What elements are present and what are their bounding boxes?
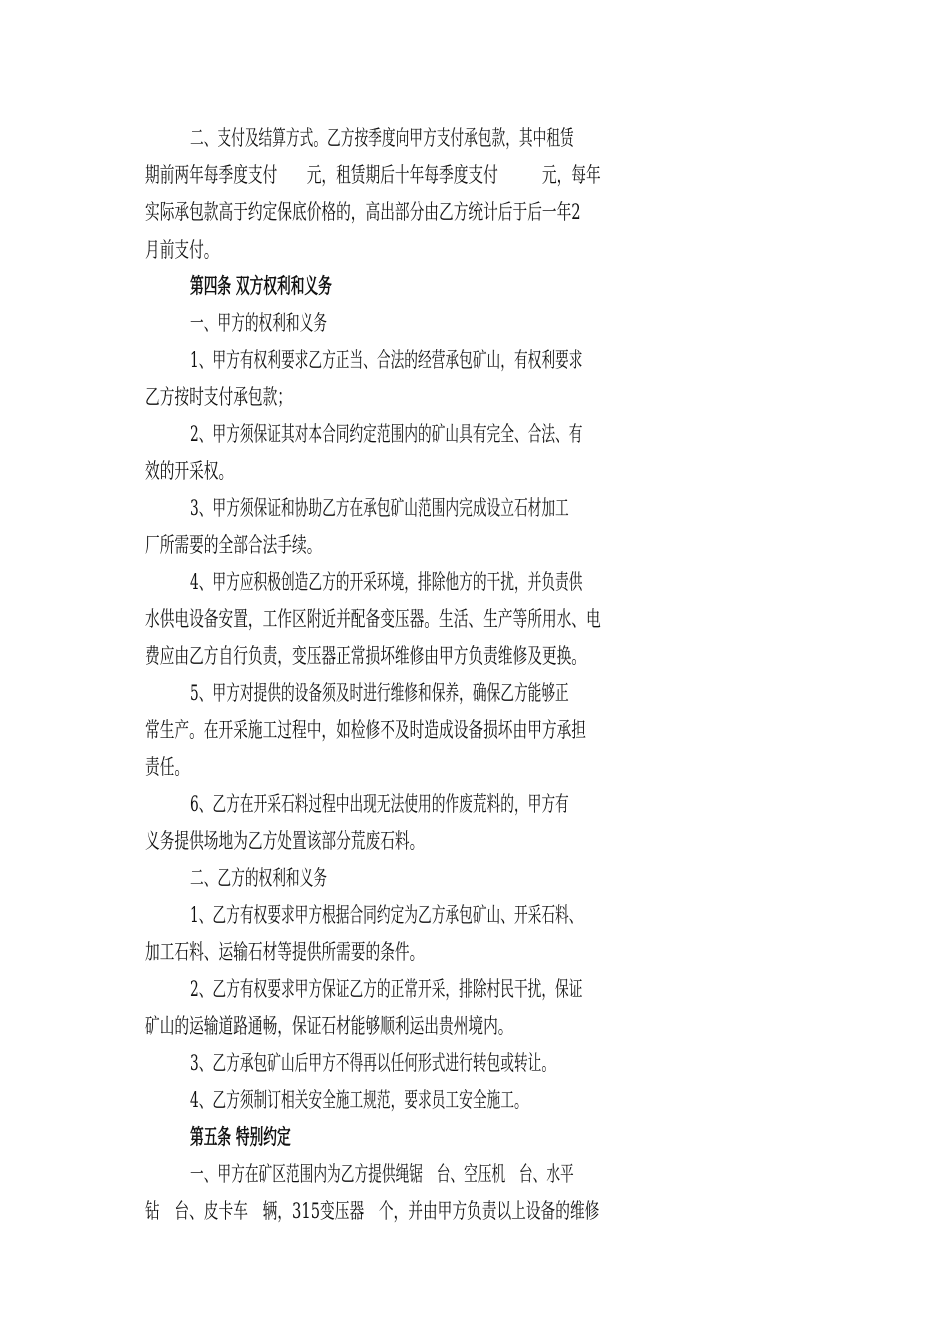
text-line: 一、甲方的权利和义务 [190,311,328,335]
text-line: 6、乙方在开采石料过程中出现无法使用的作废荒料的，甲方有 [190,792,569,816]
text-line: 2、甲方须保证其对本合同约定范围内的矿山具有完全、合法、有 [190,422,583,446]
text-line: 钻 台、皮卡车 辆，315变压器 个，并由甲方负责以上设备的维修 [145,1199,600,1223]
text-line: 3、乙方承包矿山后甲方不得再以任何形式进行转包或转让。 [190,1051,556,1075]
text-line: 2、乙方有权要求甲方保证乙方的正常开采，排除村民干扰，保证 [190,977,583,1001]
text-line: 水供电设备安置，工作区附近并配备变压器。生活、生产等所用水、电 [145,607,601,631]
text-line: 月前支付。 [145,238,219,262]
text-line: 费应由乙方自行负责，变压器正常损坏维修由甲方负责维修及更换。 [145,644,586,668]
text-line: 二、支付及结算方式。乙方按季度向甲方支付承包款，其中租赁 [190,126,574,150]
text-line: 期前两年每季度支付 元，租赁期后十年每季度支付 元，每年 [145,163,601,187]
text-line: 实际承包款高于约定保底价格的，高出部分由乙方统计后于后一年2 [145,200,581,224]
text-line: 1、乙方有权要求甲方根据合同约定为乙方承包矿山、开采石料、 [190,903,583,927]
section-heading: 第四条 双方权利和义务 [190,274,332,298]
text-line: 矿山的运输道路通畅，保证石材能够顺利运出贵州境内。 [145,1014,513,1038]
text-line: 5、甲方对提供的设备须及时进行维修和保养，确保乙方能够正 [190,681,569,705]
text-line: 责任。 [145,755,190,779]
text-line: 3、甲方须保证和协助乙方在承包矿山范围内完成设立石材加工 [190,496,569,520]
section-heading: 第五条 特别约定 [190,1125,291,1149]
text-line: 1、甲方有权利要求乙方正当、合法的经营承包矿山，有权利要求 [190,348,583,372]
text-line: 4、乙方须制订相关安全施工规范，要求员工安全施工。 [190,1088,528,1112]
text-line: 二、乙方的权利和义务 [190,866,328,890]
text-line: 常生产。在开采施工过程中，如检修不及时造成设备损坏由甲方承担 [145,718,586,742]
text-line: 效的开采权。 [145,459,234,483]
text-line: 一、甲方在矿区范围内为乙方提供绳锯 台、空压机 台、水平 [190,1162,574,1186]
text-line: 乙方按时支付承包款； [145,385,292,409]
text-line: 4、甲方应积极创造乙方的开采环境，排除他方的干扰，并负责供 [190,570,583,594]
text-line: 加工石料、运输石材等提供所需要的条件。 [145,940,425,964]
text-line: 义务提供场地为乙方处置该部分荒废石料。 [145,829,425,853]
text-line: 厂所需要的全部合法手续。 [145,533,322,557]
